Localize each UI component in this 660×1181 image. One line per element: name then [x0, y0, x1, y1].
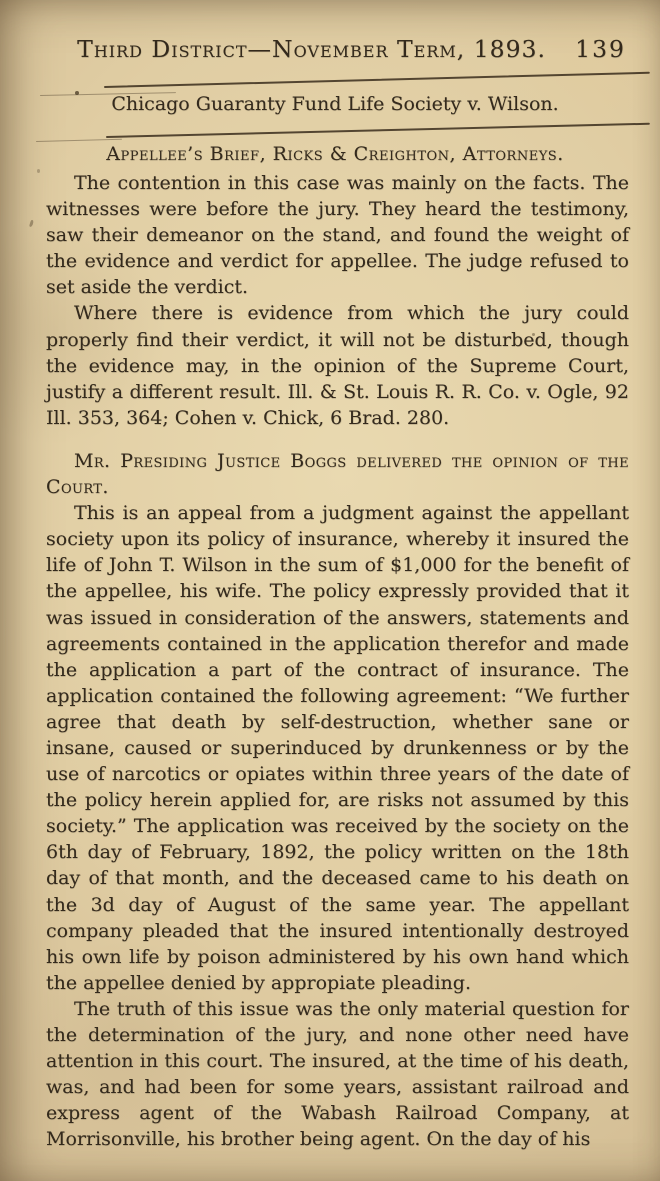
running-header — [62, 34, 626, 64]
paper-speck — [29, 220, 34, 228]
paragraph-3: Mr. Presiding Justice Boggs delivered the opinion of the Court. — [46, 449, 629, 499]
divider-rule-top — [104, 72, 650, 88]
paper-speck — [37, 169, 40, 173]
case-title: Chicago Guaranty Fund Life Society v. Wilson. — [111, 93, 559, 115]
running-header-title: Third District—November Term, 1893. — [77, 35, 546, 63]
divider-rule-bottom — [106, 123, 650, 138]
paragraph-2: Where there is evidence from which the jury could properly find their verdict, it will not be disturbed, though the evidence may, in the opinion of the Supreme Court, justify a different result. Ill. & St. Louis R. R. Co. v. Ogle, 92 Ill. 353, 364; Cohen v. Chick, 6 Brad. 280. — [46, 302, 629, 429]
paragraph-4: This is an appeal from a judgment against the appellant society upon its policy of insurance, whereby it insured the life of John T. Wilson in the sum of $1,000 for the benefit of the appellee, his wife. The policy expressly provided that it was issued in consideration of the answers, statements and agreements contained in the application therefor and made the application a part of the contract of insurance. The application contained the following agreement: “We further agree that death by self-destruction, whether sane or insane, caused or superinduced by drunkenness or by the use of narcotics or opiates within three years of the date of the policy herein applied for, are risks not assumed by this society.” The application was received by the society on the 6th day of February, 1892, the policy written on the 18th day of that month, and the deceased came to his death on the 3d day of August of the same year. The appellant company pleaded that the insured intentionally destroyed his own life by poison administered by his own hand which the appellee denied by appropiate pleading. — [46, 502, 629, 994]
page-number: 139 — [575, 35, 626, 63]
paragraph-5: The truth of this issue was the only material question for the determination of the jury, and none other need have attention in this court. The insured, at the time of his death, was, and had been for some years, assistant railroad and express agent of the Wabash Railroad Company, at Morrisonville, his brother being agent. On the day of his — [46, 997, 629, 1151]
brief-heading: Appellee’s Brief, Ricks & Creighton, Attorneys. — [106, 143, 564, 165]
paragraph-1: The contention in this case was mainly on the facts. The witnesses were before the jury. They heard the testimony, saw their demeanor on the stand, and found the weight of the evidence and verdict for appellee. The judge refused to set aside the verdict. — [46, 172, 629, 299]
body-text — [46, 170, 629, 1152]
